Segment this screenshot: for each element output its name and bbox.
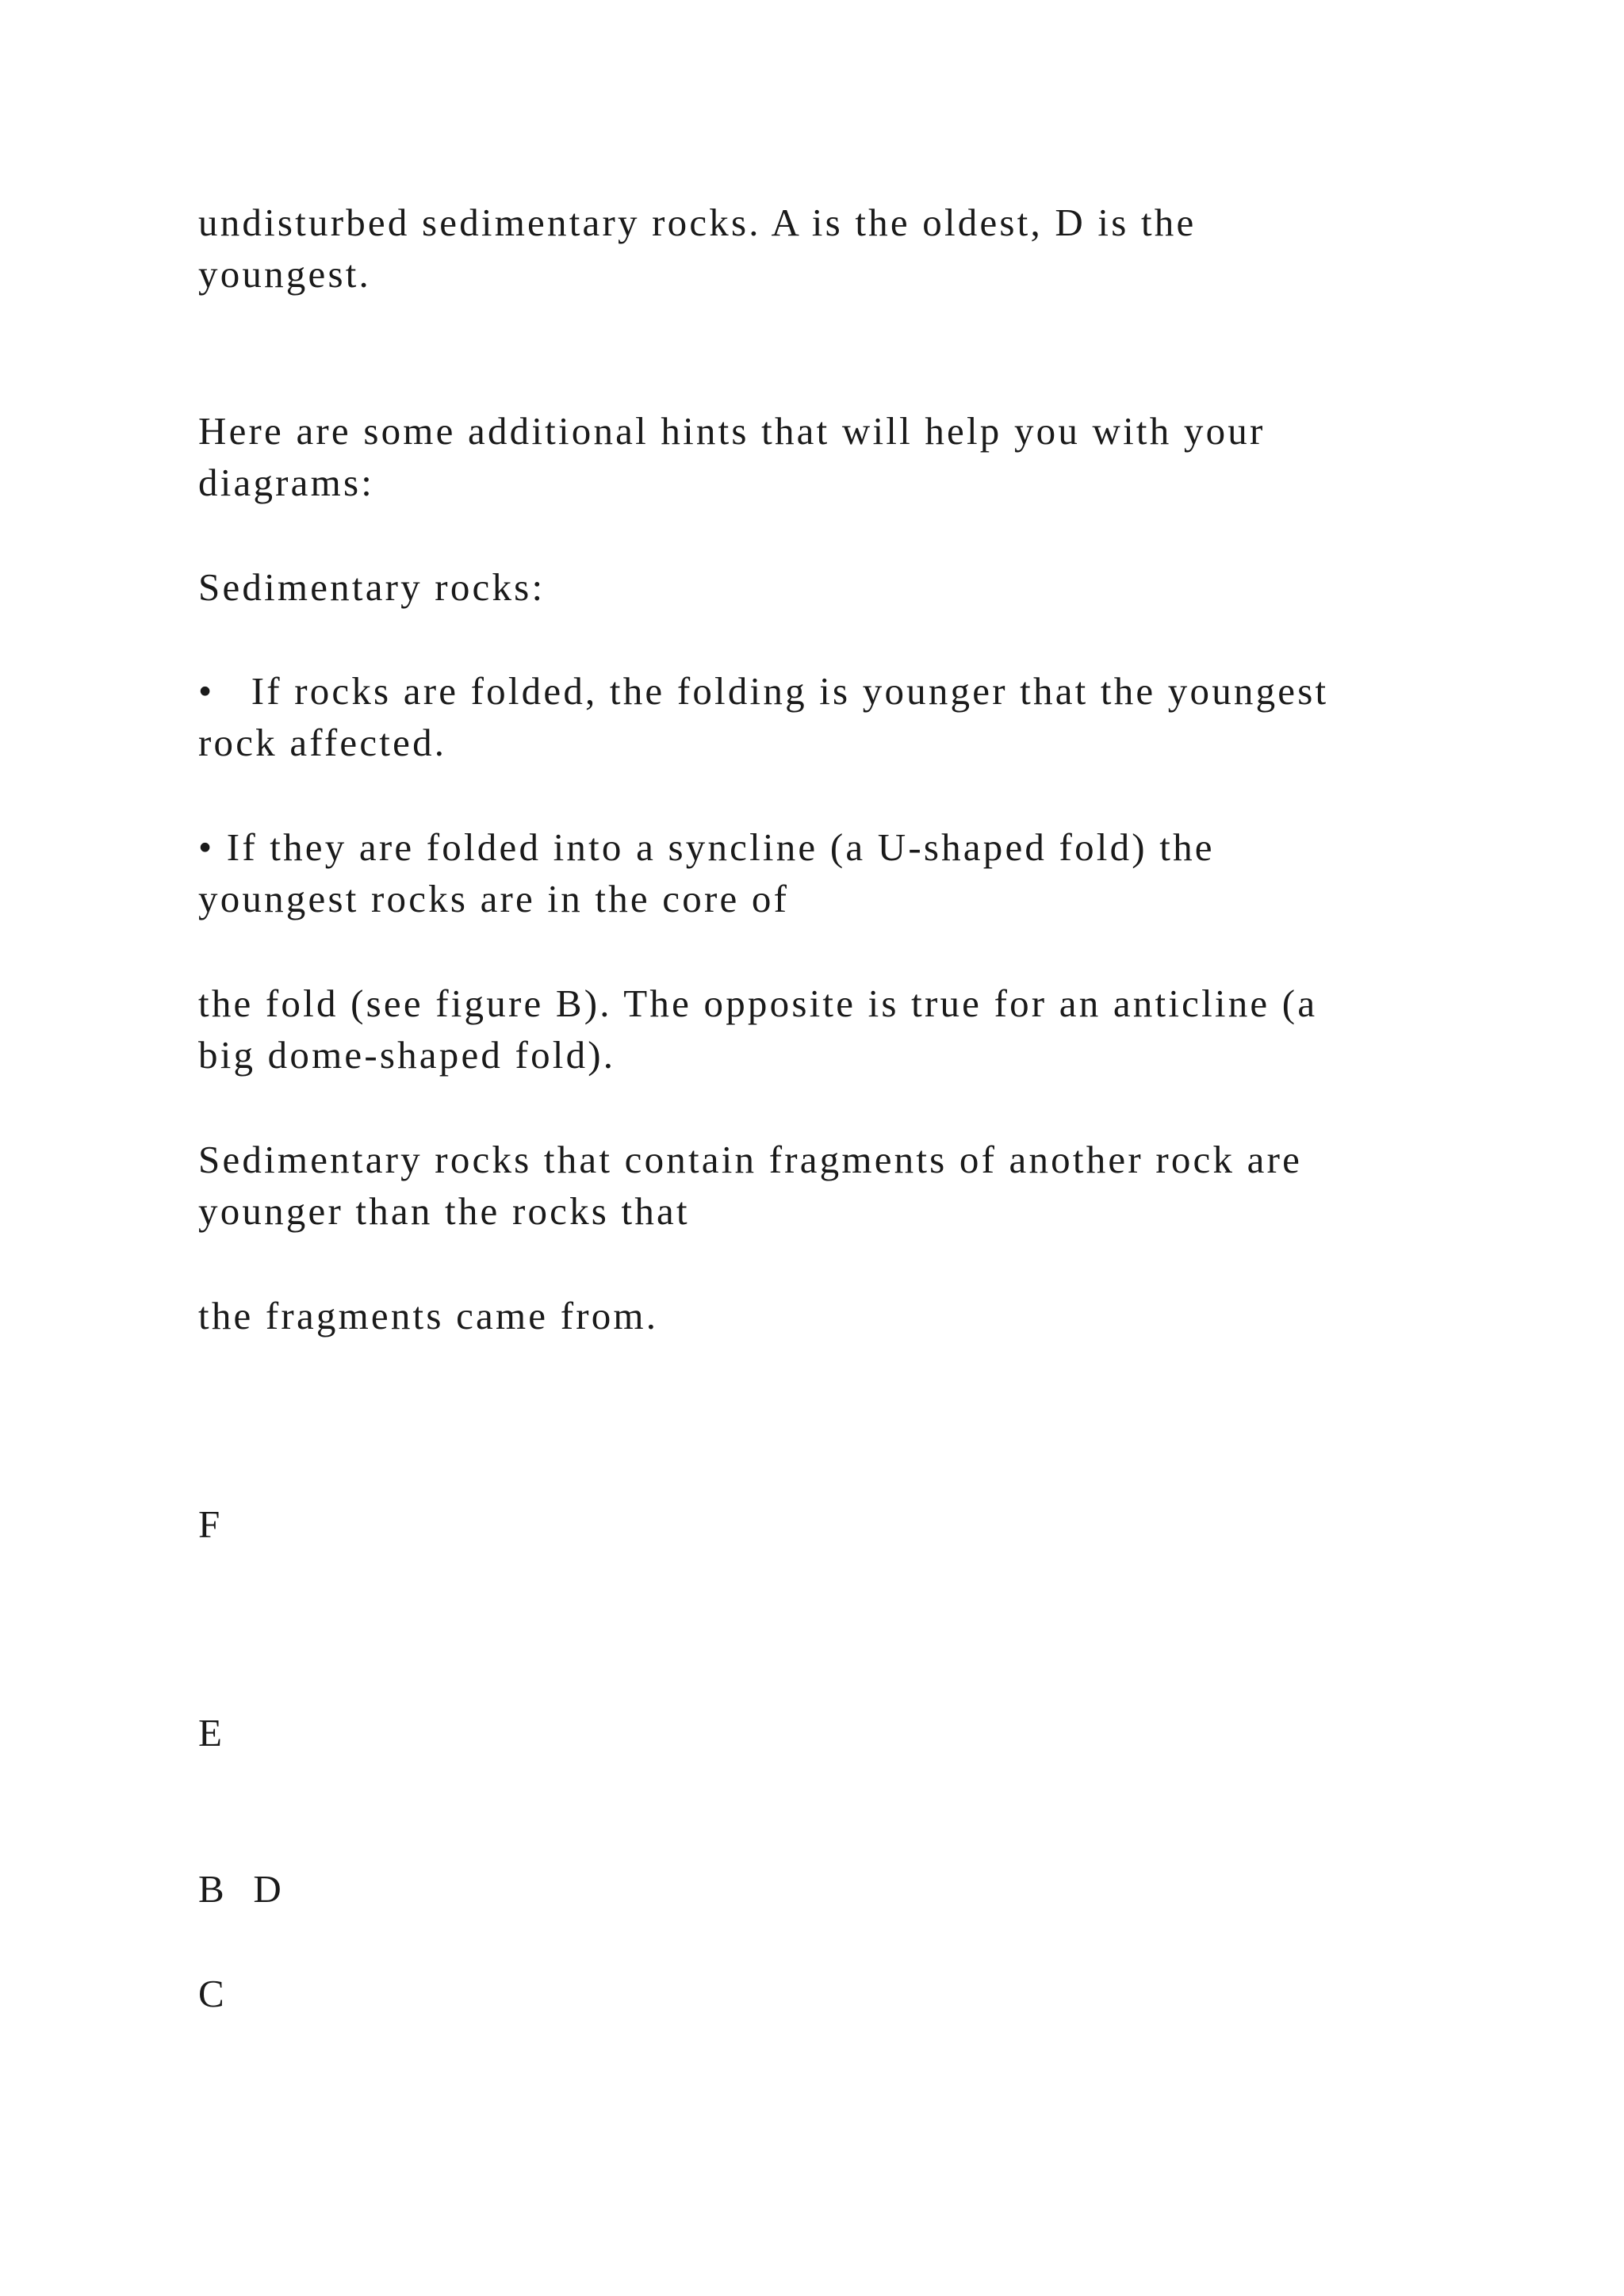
intro-line-1: undisturbed sedimentary rocks. A is the oldest, D is the [198,201,1197,244]
fragments-paragraph-line-1: Sedimentary rocks that contain fragments of another rock are [198,1138,1303,1181]
fold-paragraph-line-1: the fold (see figure B). The opposite is true for an anticline (a [198,982,1318,1025]
hints-heading-line-1: Here are some additional hints that will help you with your [198,409,1266,453]
intro-line-2: youngest. [198,252,371,296]
bullet-2-line-1: • If they are folded into a syncline (a U-shaped fold) the [198,825,1215,869]
sedimentary-heading: Sedimentary rocks: [198,565,546,609]
figure-label-c: C [198,1972,224,2015]
fold-paragraph-line-2: big dome-shaped fold). [198,1033,616,1077]
fragments-paragraph-end: the fragments came from. [198,1294,659,1337]
figure-label-f: F [198,1502,220,1546]
bullet-2-line-2: youngest rocks are in the core of [198,877,790,920]
bullet-1-line-2: rock affected. [198,721,447,764]
figure-label-b-d: B D [198,1867,282,1911]
bullet-1-line-1: • If rocks are folded, the folding is younger that the youngest [198,669,1329,713]
fragments-paragraph-line-2: younger than the rocks that [198,1189,690,1233]
hints-heading-line-2: diagrams: [198,461,375,504]
figure-label-e: E [198,1711,222,1755]
